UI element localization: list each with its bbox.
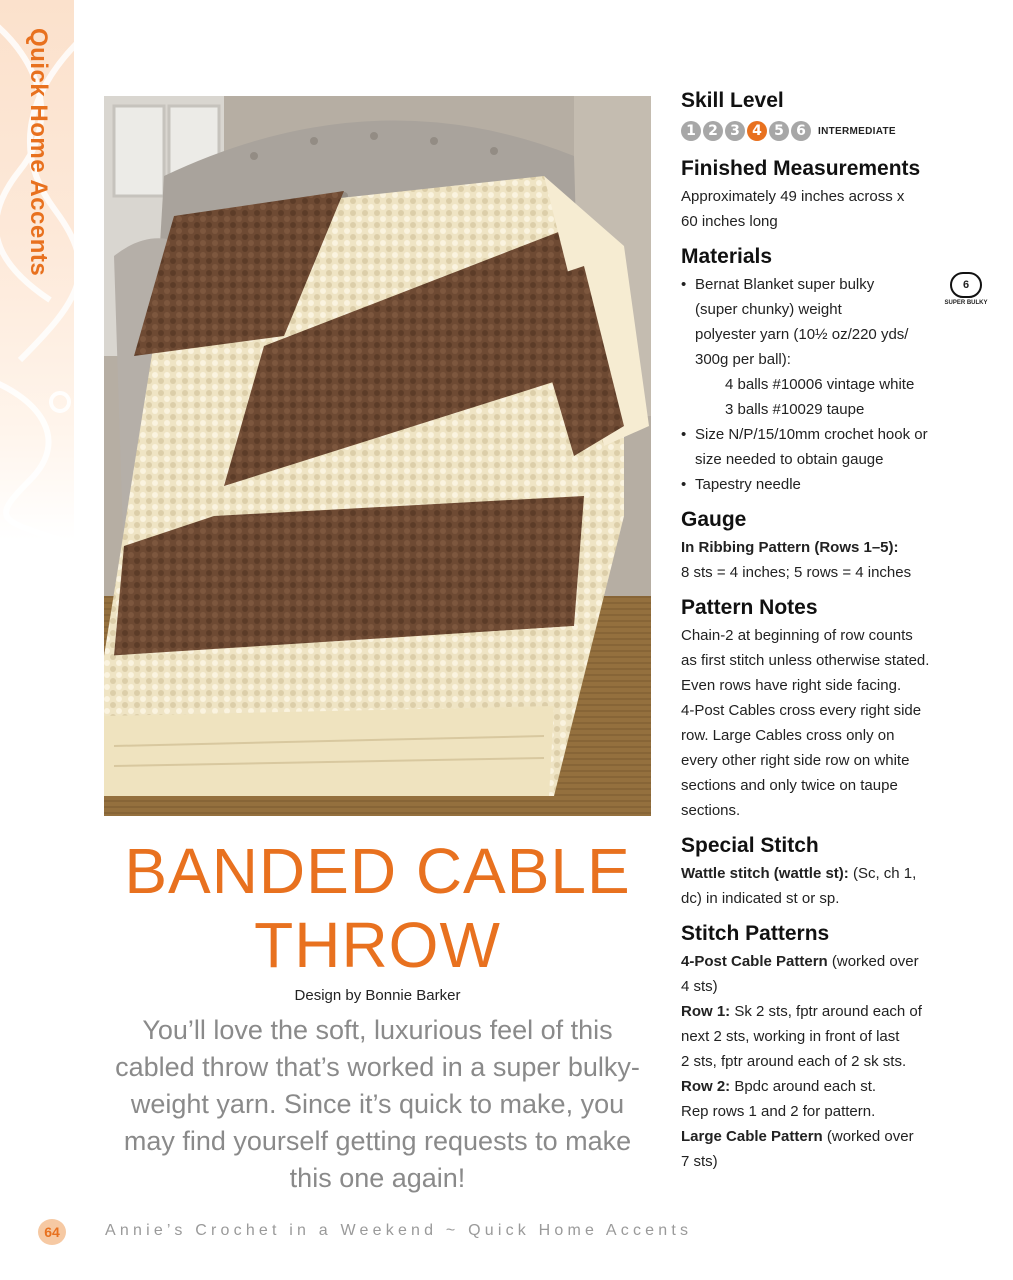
material-item-needle: • Tapestry needle	[681, 472, 991, 497]
pattern-title	[104, 834, 651, 982]
material-sub-white: 4 balls #10006 vintage white	[725, 376, 915, 393]
gauge-section	[681, 505, 991, 585]
skill-level-heading: Skill Level	[681, 89, 784, 112]
skill-level-4-active: 4	[747, 121, 767, 141]
skill-level-2: 2	[703, 121, 723, 141]
stitch-patterns-heading: Stitch Patterns	[681, 922, 830, 945]
page-number: 64	[38, 1219, 66, 1245]
special-stitch-heading: Special Stitch	[681, 834, 819, 857]
pattern-notes-heading: Pattern Notes	[681, 596, 818, 619]
stitch-patterns-section: Stitch Patterns 4-Post Cable Pattern (worked over 4 sts) Row 1: Sk 2 sts, fptr around each of next 2 sts, working in front of last 2 sts, fptr around each of 2 sk sts. Row 2: Bpdc around each st. Rep rows 1 and 2 for pattern. Large Cable Pattern (worked over 7 sts)	[681, 919, 991, 1174]
materials-section	[681, 242, 991, 497]
skill-level-scale	[681, 116, 991, 146]
gauge-text: 8 sts = 4 inches; 5 rows = 4 inches	[681, 564, 912, 581]
measurements-heading: Finished Measurements	[681, 157, 921, 180]
title-line-1: BANDED CABLE	[124, 835, 631, 907]
pattern-details-column	[681, 86, 991, 1182]
material-item-yarn: • Bernat Blanket super bulky (super chunky) weight polyester yarn (10½ oz/220 yds/ 300g per ball): 4 balls #10006 vintage white 3 balls #10029 taupe	[681, 272, 991, 422]
skill-level-3: 3	[725, 121, 745, 141]
skill-level-label: INTERMEDIATE	[818, 125, 896, 137]
throw-illustration	[104, 96, 651, 816]
special-stitch-term: Wattle stitch (wattle st):	[681, 865, 849, 882]
designer-credit: Design by Bonnie Barker	[294, 987, 461, 1004]
title-line-2: THROW	[254, 909, 501, 981]
section-title: Quick Home Accents	[25, 28, 52, 277]
skill-level-5: 5	[769, 121, 789, 141]
gauge-heading: Gauge	[681, 508, 747, 531]
pattern-notes-section: Pattern Notes Chain-2 at beginning of row counts as first stitch unless otherwise stated. Even rows have right side facing. 4-Post Cables cross every right side row. Large Cables cross only on every other right side row on white sections and only twice on taupe sections.	[681, 593, 991, 823]
measurements-line-2: 60 inches long	[681, 213, 778, 230]
measurements-section	[681, 154, 991, 234]
measurements-line-1: Approximately 49 inches across x	[681, 188, 905, 205]
skill-level-1: 1	[681, 121, 701, 141]
throw-photo	[104, 96, 651, 816]
running-head: Annie’s Crochet in a Weekend ~ Quick Home Accents	[105, 1222, 693, 1239]
special-stitch-section: Special Stitch Wattle stitch (wattle st): (Sc, ch 1, dc) in indicated st or sp.	[681, 831, 991, 911]
yarn-weight-number: 6	[950, 272, 982, 298]
sidebar-band	[0, 0, 74, 540]
skill-level-6: 6	[791, 121, 811, 141]
material-sub-taupe: 3 balls #10029 taupe	[725, 401, 865, 418]
materials-heading: Materials	[681, 245, 773, 268]
yarn-weight-label: SUPER BULKY	[944, 300, 988, 306]
gauge-label: In Ribbing Pattern (Rows 1–5):	[681, 539, 899, 556]
material-item-hook: • Size N/P/15/10mm crochet hook or size needed to obtain gauge	[681, 422, 991, 472]
skill-level-section	[681, 86, 991, 146]
intro-paragraph: You’ll love the soft, luxurious feel of this cabled throw that’s worked in a super bulky-weight yarn. Since it’s quick to make, you may find yourself getting requests to make this one again!	[115, 1015, 640, 1193]
